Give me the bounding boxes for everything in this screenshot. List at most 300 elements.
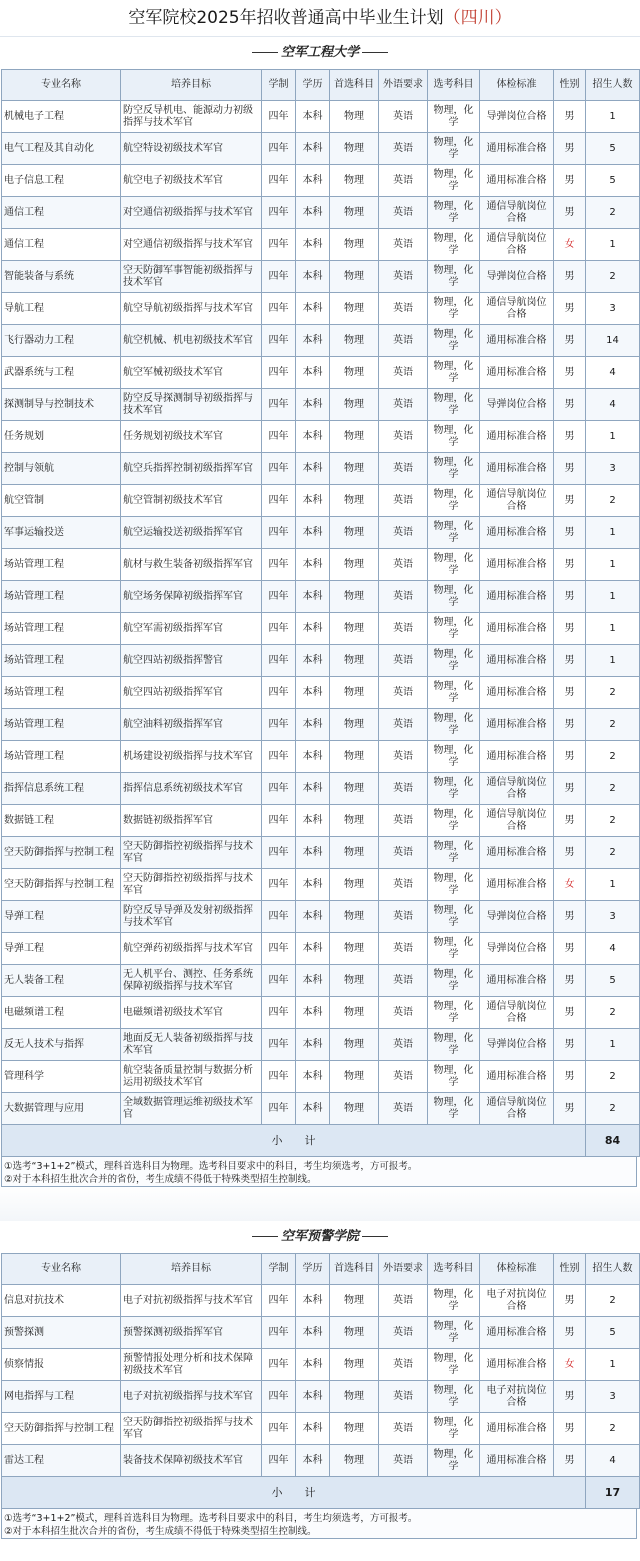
- cell-elective-subjects: 物理，化学: [428, 1381, 480, 1413]
- cell-medical-standard: 导弹岗位合格: [480, 901, 554, 933]
- cell-language: 英语: [379, 293, 428, 325]
- cell-medical-standard: 通用标准合格: [480, 1061, 554, 1093]
- cell-degree: 本科: [296, 549, 330, 581]
- cell-primary-subject: 物理: [330, 1413, 379, 1445]
- cell-gender: 男: [554, 517, 586, 549]
- cell-language: 英语: [379, 165, 428, 197]
- cell-gender: 男: [554, 933, 586, 965]
- cell-gender: 男: [554, 645, 586, 677]
- cell-major: 电子信息工程: [2, 165, 121, 197]
- cell-elective-subjects: 物理，化学: [428, 293, 480, 325]
- cell-objective: 航空兵指挥控制初级指挥军官: [121, 453, 262, 485]
- cell-medical-standard: 通用标准合格: [480, 1413, 554, 1445]
- cell-major: 场站管理工程: [2, 741, 121, 773]
- col-header-elective-subjects: 选考科目: [428, 1254, 480, 1285]
- cell-medical-standard: 通信导航岗位合格: [480, 805, 554, 837]
- cell-degree: 本科: [296, 901, 330, 933]
- cell-medical-standard: 通用标准合格: [480, 357, 554, 389]
- cell-quota: 1: [586, 1349, 640, 1381]
- cell-gender: 男: [554, 133, 586, 165]
- cell-elective-subjects: 物理，化学: [428, 389, 480, 421]
- cell-primary-subject: 物理: [330, 645, 379, 677]
- cell-major: 雷达工程: [2, 1445, 121, 1477]
- cell-objective: 电子对抗初级指挥与技术军官: [121, 1285, 262, 1317]
- cell-degree: 本科: [296, 965, 330, 997]
- section-heading-text: 空军工程大学: [280, 45, 359, 60]
- cell-objective: 机场建设初级指挥与技术军官: [121, 741, 262, 773]
- cell-elective-subjects: 物理，化学: [428, 485, 480, 517]
- cell-medical-standard: 通用标准合格: [480, 1317, 554, 1349]
- cell-primary-subject: 物理: [330, 389, 379, 421]
- cell-degree: 本科: [296, 1029, 330, 1061]
- cell-medical-standard: 电子对抗岗位合格: [480, 1285, 554, 1317]
- cell-quota: 2: [586, 1285, 640, 1317]
- cell-language: 英语: [379, 485, 428, 517]
- col-header-quota: 招生人数: [586, 1254, 640, 1285]
- cell-objective: 航空军械初级技术军官: [121, 357, 262, 389]
- table-row: [2, 1317, 640, 1349]
- cell-quota: 2: [586, 773, 640, 805]
- subtotal-value: 84: [586, 1125, 640, 1157]
- cell-duration: 四年: [262, 901, 296, 933]
- cell-gender: 女: [554, 229, 586, 261]
- cell-primary-subject: 物理: [330, 997, 379, 1029]
- cell-degree: 本科: [296, 997, 330, 1029]
- cell-quota: 2: [586, 805, 640, 837]
- section-heading: [0, 1221, 640, 1253]
- cell-quota: 4: [586, 357, 640, 389]
- cell-objective: 预警探测初级指挥军官: [121, 1317, 262, 1349]
- cell-medical-standard: 通信导航岗位合格: [480, 197, 554, 229]
- cell-degree: 本科: [296, 421, 330, 453]
- cell-quota: 1: [586, 869, 640, 901]
- cell-gender: 男: [554, 613, 586, 645]
- cell-degree: 本科: [296, 293, 330, 325]
- cell-objective: 航空弹药初级指挥与技术军官: [121, 933, 262, 965]
- table-row: [2, 101, 640, 133]
- cell-duration: 四年: [262, 773, 296, 805]
- cell-major: 武器系统与工程: [2, 357, 121, 389]
- cell-major: 通信工程: [2, 197, 121, 229]
- cell-primary-subject: 物理: [330, 1381, 379, 1413]
- cell-medical-standard: 通信导航岗位合格: [480, 1093, 554, 1125]
- cell-primary-subject: 物理: [330, 677, 379, 709]
- cell-primary-subject: 物理: [330, 837, 379, 869]
- cell-duration: 四年: [262, 1381, 296, 1413]
- cell-quota: 14: [586, 325, 640, 357]
- cell-quota: 2: [586, 997, 640, 1029]
- cell-major: 管理科学: [2, 1061, 121, 1093]
- notes: [1, 1157, 637, 1187]
- cell-major: 控制与领航: [2, 453, 121, 485]
- col-header-language: 外语要求: [379, 70, 428, 101]
- cell-primary-subject: 物理: [330, 805, 379, 837]
- table-row: [2, 389, 640, 421]
- cell-primary-subject: 物理: [330, 517, 379, 549]
- cell-quota: 2: [586, 1061, 640, 1093]
- cell-objective: 数据链初级指挥军官: [121, 805, 262, 837]
- cell-objective: 地面反无人装备初级指挥与技术军官: [121, 1029, 262, 1061]
- cell-duration: 四年: [262, 357, 296, 389]
- table-row: [2, 1029, 640, 1061]
- cell-major: 导航工程: [2, 293, 121, 325]
- cell-objective: 航空电子初级技术军官: [121, 165, 262, 197]
- note-line: ②对于本科招生批次合并的省份，考生成绩不得低于特殊类型招生控制线。: [4, 1526, 317, 1537]
- cell-duration: 四年: [262, 677, 296, 709]
- cell-primary-subject: 物理: [330, 581, 379, 613]
- cell-language: 英语: [379, 357, 428, 389]
- cell-gender: 男: [554, 1061, 586, 1093]
- note-line: ②对于本科招生批次合并的省份，考生成绩不得低于特殊类型招生控制线。: [4, 1174, 317, 1185]
- table-row: [2, 1381, 640, 1413]
- table-header-row: [2, 1254, 640, 1285]
- cell-objective: 航空装备质量控制与数据分析运用初级技术军官: [121, 1061, 262, 1093]
- cell-duration: 四年: [262, 517, 296, 549]
- table-row: [2, 933, 640, 965]
- cell-language: 英语: [379, 1285, 428, 1317]
- cell-objective: 航空油料初级指挥军官: [121, 709, 262, 741]
- cell-duration: 四年: [262, 837, 296, 869]
- cell-degree: 本科: [296, 325, 330, 357]
- cell-primary-subject: 物理: [330, 325, 379, 357]
- cell-objective: 空天防御指控初级指挥与技术军官: [121, 1413, 262, 1445]
- cell-elective-subjects: 物理，化学: [428, 805, 480, 837]
- cell-degree: 本科: [296, 613, 330, 645]
- cell-language: 英语: [379, 325, 428, 357]
- table-row: [2, 1445, 640, 1477]
- cell-gender: 男: [554, 485, 586, 517]
- cell-primary-subject: 物理: [330, 1061, 379, 1093]
- col-header-duration: 学制: [262, 1254, 296, 1285]
- cell-elective-subjects: 物理，化学: [428, 645, 480, 677]
- table-row: [2, 1349, 640, 1381]
- cell-major: 反无人技术与指挥: [2, 1029, 121, 1061]
- cell-primary-subject: 物理: [330, 933, 379, 965]
- table-row: [2, 453, 640, 485]
- cell-elective-subjects: 物理，化学: [428, 773, 480, 805]
- cell-quota: 4: [586, 389, 640, 421]
- cell-primary-subject: 物理: [330, 453, 379, 485]
- cell-gender: 男: [554, 1445, 586, 1477]
- cell-major: 任务规划: [2, 421, 121, 453]
- cell-degree: 本科: [296, 1317, 330, 1349]
- col-header-elective-subjects: 选考科目: [428, 70, 480, 101]
- cell-duration: 四年: [262, 389, 296, 421]
- cell-medical-standard: 通用标准合格: [480, 581, 554, 613]
- col-header-degree: 学历: [296, 70, 330, 101]
- cell-quota: 1: [586, 517, 640, 549]
- cell-duration: 四年: [262, 229, 296, 261]
- cell-quota: 2: [586, 837, 640, 869]
- cell-medical-standard: 通用标准合格: [480, 165, 554, 197]
- cell-degree: 本科: [296, 261, 330, 293]
- cell-objective: 对空通信初级指挥与技术军官: [121, 229, 262, 261]
- cell-quota: 4: [586, 933, 640, 965]
- cell-language: 英语: [379, 421, 428, 453]
- cell-degree: 本科: [296, 389, 330, 421]
- cell-objective: 无人机平台、测控、任务系统保障初级指挥与技术军官: [121, 965, 262, 997]
- cell-medical-standard: 通用标准合格: [480, 133, 554, 165]
- cell-degree: 本科: [296, 805, 330, 837]
- cell-objective: 任务规划初级技术军官: [121, 421, 262, 453]
- cell-gender: 女: [554, 869, 586, 901]
- cell-gender: 男: [554, 357, 586, 389]
- cell-language: 英语: [379, 1061, 428, 1093]
- cell-gender: 男: [554, 773, 586, 805]
- cell-objective: 防空反导机电、能源动力初级指挥与技术军官: [121, 101, 262, 133]
- cell-quota: 2: [586, 741, 640, 773]
- cell-objective: 航材与救生装备初级指挥军官: [121, 549, 262, 581]
- cell-elective-subjects: 物理，化学: [428, 965, 480, 997]
- cell-duration: 四年: [262, 197, 296, 229]
- cell-gender: 男: [554, 389, 586, 421]
- cell-language: 英语: [379, 613, 428, 645]
- cell-objective: 空天防御指控初级指挥与技术军官: [121, 869, 262, 901]
- cell-gender: 男: [554, 1381, 586, 1413]
- cell-primary-subject: 物理: [330, 1349, 379, 1381]
- cell-major: 航空管制: [2, 485, 121, 517]
- cell-degree: 本科: [296, 933, 330, 965]
- cell-degree: 本科: [296, 485, 330, 517]
- cell-quota: 3: [586, 453, 640, 485]
- cell-major: 机械电子工程: [2, 101, 121, 133]
- cell-degree: 本科: [296, 677, 330, 709]
- cell-duration: 四年: [262, 1029, 296, 1061]
- cell-gender: 男: [554, 325, 586, 357]
- cell-medical-standard: 导弹岗位合格: [480, 933, 554, 965]
- cell-language: 英语: [379, 581, 428, 613]
- cell-quota: 4: [586, 1445, 640, 1477]
- table-header-row: [2, 70, 640, 101]
- cell-quota: 1: [586, 421, 640, 453]
- cell-duration: 四年: [262, 549, 296, 581]
- cell-duration: 四年: [262, 421, 296, 453]
- cell-major: 场站管理工程: [2, 549, 121, 581]
- col-header-objective: 培养目标: [121, 70, 262, 101]
- cell-major: 导弹工程: [2, 933, 121, 965]
- table-row: [2, 485, 640, 517]
- cell-elective-subjects: 物理，化学: [428, 453, 480, 485]
- table-row: [2, 677, 640, 709]
- cell-quota: 1: [586, 581, 640, 613]
- cell-medical-standard: 导弹岗位合格: [480, 1029, 554, 1061]
- cell-objective: 航空场务保障初级指挥军官: [121, 581, 262, 613]
- cell-duration: 四年: [262, 485, 296, 517]
- cell-objective: 空天防御指控初级指挥与技术军官: [121, 837, 262, 869]
- cell-elective-subjects: 物理，化学: [428, 997, 480, 1029]
- table-row: [2, 1413, 640, 1445]
- cell-gender: 男: [554, 709, 586, 741]
- cell-degree: 本科: [296, 197, 330, 229]
- cell-quota: 1: [586, 101, 640, 133]
- cell-elective-subjects: 物理，化学: [428, 1445, 480, 1477]
- table-row: [2, 709, 640, 741]
- table-row: [2, 261, 640, 293]
- cell-gender: 男: [554, 197, 586, 229]
- cell-medical-standard: 通信导航岗位合格: [480, 773, 554, 805]
- cell-duration: 四年: [262, 581, 296, 613]
- cell-medical-standard: 通用标准合格: [480, 325, 554, 357]
- cell-degree: 本科: [296, 101, 330, 133]
- cell-degree: 本科: [296, 453, 330, 485]
- cell-major: 无人装备工程: [2, 965, 121, 997]
- cell-degree: 本科: [296, 645, 330, 677]
- cell-quota: 2: [586, 1093, 640, 1125]
- cell-quota: 2: [586, 197, 640, 229]
- cell-primary-subject: 物理: [330, 357, 379, 389]
- cell-elective-subjects: 物理，化学: [428, 1285, 480, 1317]
- cell-elective-subjects: 物理，化学: [428, 837, 480, 869]
- cell-major: 场站管理工程: [2, 645, 121, 677]
- cell-medical-standard: 电子对抗岗位合格: [480, 1381, 554, 1413]
- cell-elective-subjects: 物理，化学: [428, 357, 480, 389]
- cell-elective-subjects: 物理，化学: [428, 741, 480, 773]
- table-row: [2, 133, 640, 165]
- cell-language: 英语: [379, 1381, 428, 1413]
- cell-language: 英语: [379, 837, 428, 869]
- cell-primary-subject: 物理: [330, 1093, 379, 1125]
- cell-gender: 男: [554, 901, 586, 933]
- cell-duration: 四年: [262, 101, 296, 133]
- cell-quota: 5: [586, 133, 640, 165]
- cell-quota: 1: [586, 613, 640, 645]
- cell-major: 数据链工程: [2, 805, 121, 837]
- cell-degree: 本科: [296, 709, 330, 741]
- cell-primary-subject: 物理: [330, 261, 379, 293]
- cell-degree: 本科: [296, 1349, 330, 1381]
- section-heading-text: 空军预警学院: [280, 1229, 359, 1244]
- cell-elective-subjects: 物理，化学: [428, 933, 480, 965]
- cell-primary-subject: 物理: [330, 965, 379, 997]
- cell-major: 指挥信息系统工程: [2, 773, 121, 805]
- cell-duration: 四年: [262, 293, 296, 325]
- cell-medical-standard: 导弹岗位合格: [480, 261, 554, 293]
- cell-medical-standard: 通用标准合格: [480, 837, 554, 869]
- plan-table: [1, 1253, 640, 1509]
- cell-gender: 男: [554, 805, 586, 837]
- col-header-language: 外语要求: [379, 1254, 428, 1285]
- cell-quota: 2: [586, 677, 640, 709]
- cell-medical-standard: 通信导航岗位合格: [480, 997, 554, 1029]
- cell-medical-standard: 通信导航岗位合格: [480, 229, 554, 261]
- cell-duration: 四年: [262, 645, 296, 677]
- cell-quota: 1: [586, 645, 640, 677]
- cell-gender: 男: [554, 165, 586, 197]
- cell-degree: 本科: [296, 1445, 330, 1477]
- cell-major: 场站管理工程: [2, 709, 121, 741]
- cell-elective-subjects: 物理，化学: [428, 517, 480, 549]
- cell-gender: 男: [554, 1413, 586, 1445]
- cell-language: 英语: [379, 1413, 428, 1445]
- cell-elective-subjects: 物理，化学: [428, 1061, 480, 1093]
- section-0: [0, 37, 640, 1187]
- cell-quota: 2: [586, 485, 640, 517]
- cell-language: 英语: [379, 1317, 428, 1349]
- subtotal-label: 小 计: [2, 1477, 586, 1509]
- cell-gender: 男: [554, 1029, 586, 1061]
- cell-primary-subject: 物理: [330, 709, 379, 741]
- col-header-gender: 性别: [554, 70, 586, 101]
- col-header-objective: 培养目标: [121, 1254, 262, 1285]
- cell-medical-standard: 通用标准合格: [480, 965, 554, 997]
- cell-duration: 四年: [262, 869, 296, 901]
- cell-quota: 3: [586, 293, 640, 325]
- cell-major: 空天防御指挥与控制工程: [2, 869, 121, 901]
- cell-duration: 四年: [262, 709, 296, 741]
- cell-medical-standard: 通用标准合格: [480, 453, 554, 485]
- cell-language: 英语: [379, 645, 428, 677]
- cell-medical-standard: 通用标准合格: [480, 645, 554, 677]
- cell-quota: 1: [586, 229, 640, 261]
- cell-primary-subject: 物理: [330, 133, 379, 165]
- cell-language: 英语: [379, 805, 428, 837]
- cell-language: 英语: [379, 709, 428, 741]
- cell-major: 通信工程: [2, 229, 121, 261]
- cell-objective: 航空四站初级指挥警官: [121, 645, 262, 677]
- cell-quota: 5: [586, 165, 640, 197]
- cell-medical-standard: 通信导航岗位合格: [480, 485, 554, 517]
- cell-elective-subjects: 物理，化学: [428, 613, 480, 645]
- cell-primary-subject: 物理: [330, 613, 379, 645]
- cell-objective: 航空导航初级指挥与技术军官: [121, 293, 262, 325]
- cell-major: 信息对抗技术: [2, 1285, 121, 1317]
- cell-major: 电气工程及其自动化: [2, 133, 121, 165]
- subtotal-value: 17: [586, 1477, 640, 1509]
- cell-objective: 指挥信息系统初级技术军官: [121, 773, 262, 805]
- cell-gender: 男: [554, 677, 586, 709]
- table-row: [2, 965, 640, 997]
- cell-duration: 四年: [262, 1285, 296, 1317]
- cell-degree: 本科: [296, 581, 330, 613]
- cell-primary-subject: 物理: [330, 1029, 379, 1061]
- table-row: [2, 869, 640, 901]
- cell-medical-standard: 通信导航岗位合格: [480, 293, 554, 325]
- plan-table: [1, 69, 640, 1157]
- cell-objective: 对空通信初级指挥与技术军官: [121, 197, 262, 229]
- cell-degree: 本科: [296, 1093, 330, 1125]
- page-title: [0, 0, 640, 37]
- cell-quota: 3: [586, 1381, 640, 1413]
- table-row: [2, 837, 640, 869]
- table-row: [2, 613, 640, 645]
- cell-language: 英语: [379, 965, 428, 997]
- table-row: [2, 773, 640, 805]
- cell-medical-standard: 通用标准合格: [480, 741, 554, 773]
- cell-elective-subjects: 物理，化学: [428, 1317, 480, 1349]
- cell-medical-standard: 通用标准合格: [480, 677, 554, 709]
- cell-duration: 四年: [262, 325, 296, 357]
- cell-major: 空天防御指挥与控制工程: [2, 837, 121, 869]
- cell-degree: 本科: [296, 517, 330, 549]
- cell-duration: 四年: [262, 165, 296, 197]
- col-header-gender: 性别: [554, 1254, 586, 1285]
- cell-quota: 5: [586, 1317, 640, 1349]
- cell-objective: 装备技术保障初级技术军官: [121, 1445, 262, 1477]
- cell-degree: 本科: [296, 1285, 330, 1317]
- cell-quota: 3: [586, 901, 640, 933]
- cell-duration: 四年: [262, 997, 296, 1029]
- cell-medical-standard: 导弹岗位合格: [480, 101, 554, 133]
- cell-primary-subject: 物理: [330, 485, 379, 517]
- cell-objective: 航空四站初级指挥军官: [121, 677, 262, 709]
- cell-major: 飞行器动力工程: [2, 325, 121, 357]
- table-body: [2, 1285, 640, 1509]
- cell-gender: 男: [554, 997, 586, 1029]
- cell-degree: 本科: [296, 357, 330, 389]
- cell-major: 网电指挥与工程: [2, 1381, 121, 1413]
- cell-primary-subject: 物理: [330, 229, 379, 261]
- section-1: [0, 1221, 640, 1539]
